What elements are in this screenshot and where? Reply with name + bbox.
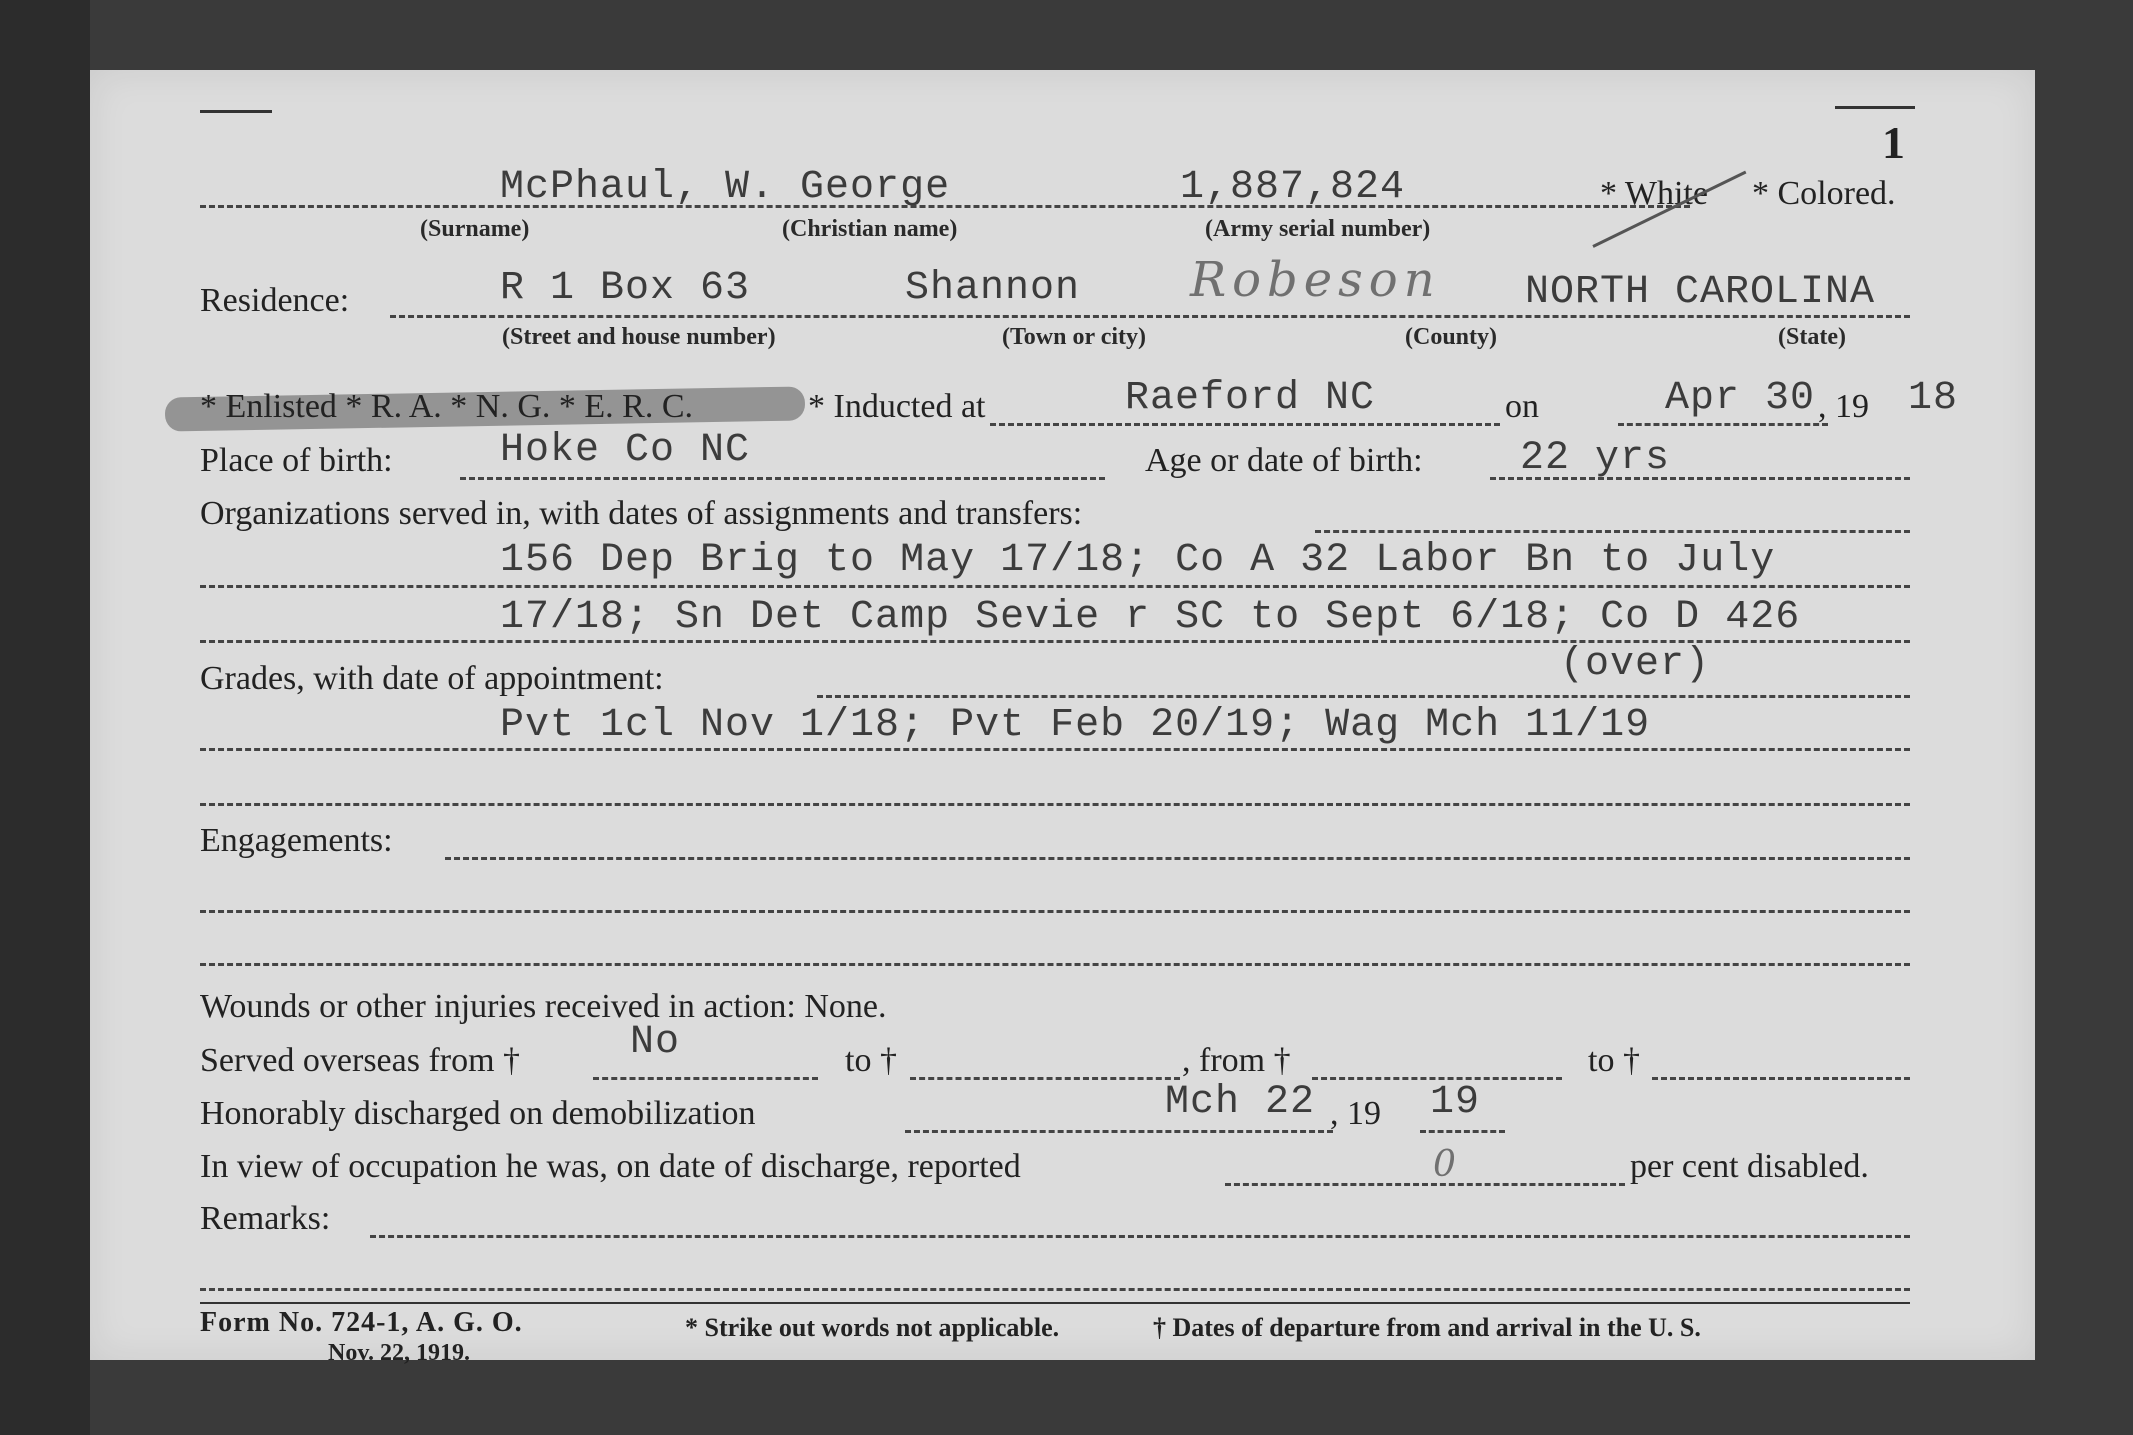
over-note: (over): [1560, 642, 1711, 687]
christian-name-caption: (Christian name): [782, 216, 958, 242]
induction-date-line: [1618, 423, 1828, 426]
induction-date: Apr 30: [1665, 376, 1816, 421]
header-line: [200, 205, 1690, 208]
disability-suffix: per cent disabled.: [1630, 1148, 1869, 1185]
form-date: Nov. 22, 1919.: [328, 1340, 471, 1366]
age-line: [1490, 477, 1910, 480]
age-value: 22 yrs: [1520, 436, 1671, 481]
discharge-year-prefix: , 19: [1330, 1095, 1381, 1132]
engagements-line-1: [445, 857, 1910, 860]
remarks-line-1: [370, 1235, 1910, 1238]
grades-label-line: [817, 695, 1910, 698]
organizations-label: Organizations served in, with dates of assignments and transfers:: [200, 495, 1083, 532]
organizations-rule-1: [200, 585, 1910, 588]
birth-place-line: [460, 477, 1105, 480]
overseas-label: Served overseas from †: [200, 1042, 521, 1079]
organizations-line-1: 156 Dep Brig to May 17/18; Co A 32 Labor Bn to July: [500, 538, 1776, 583]
white-label: * White: [1600, 175, 1708, 212]
grades-rule-1: [200, 748, 1910, 751]
grades-line-1: Pvt 1cl Nov 1/18; Pvt Feb 20/19; Wag Mch 11/19: [500, 703, 1651, 748]
engagements-label: Engagements:: [200, 822, 393, 859]
serial-number: 1,887,824: [1180, 165, 1406, 210]
birth-place: Hoke Co NC: [500, 428, 751, 473]
birth-place-label: Place of birth:: [200, 442, 393, 479]
organizations-line-2: 17/18; Sn Det Camp Sevie r SC to Sept 6/18; Co D 426: [500, 595, 1801, 640]
footer-note-dates: † Dates of departure from and arrival in the U. S.: [1153, 1313, 1701, 1342]
overseas-from-line: [593, 1077, 818, 1080]
inducted-line: [990, 423, 1500, 426]
engagements-line-2: [200, 910, 1910, 913]
discharge-label: Honorably discharged on demobilization: [200, 1095, 756, 1132]
top-right-rule: [1835, 106, 1915, 109]
residence-line: [390, 315, 1910, 318]
on-label: on: [1505, 388, 1539, 425]
overseas-to-label: to †: [845, 1042, 897, 1079]
enlistment-options: * Enlisted * R. A. * N. G. * E. R. C.: [200, 388, 694, 425]
disability-line: [1225, 1183, 1625, 1186]
colored-label: * Colored.: [1752, 175, 1896, 212]
town-caption: (Town or city): [1002, 324, 1146, 350]
discharge-date-line: [905, 1130, 1333, 1133]
discharge-year-line: [1420, 1130, 1505, 1133]
overseas-value: No: [630, 1020, 681, 1065]
residence-county: Robeson: [1190, 252, 1441, 308]
inducted-label: * Inducted at: [808, 388, 986, 425]
discharge-year: 19: [1430, 1080, 1481, 1125]
state-caption: (State): [1778, 324, 1846, 350]
footer-note-strike: * Strike out words not applicable.: [685, 1313, 1060, 1342]
induction-year: 18: [1908, 376, 1959, 421]
serial-caption: (Army serial number): [1205, 216, 1431, 242]
residence-town: Shannon: [905, 266, 1081, 311]
grades-rule-2: [200, 803, 1910, 806]
inducted-place: Raeford NC: [1125, 376, 1376, 421]
street-caption: (Street and house number): [502, 324, 776, 350]
overseas-from2-label: , from †: [1182, 1042, 1291, 1079]
year-prefix: , 19: [1818, 388, 1869, 425]
remarks-label: Remarks:: [200, 1200, 331, 1237]
age-label: Age or date of birth:: [1145, 442, 1423, 479]
overseas-to2-line: [1652, 1077, 1910, 1080]
form-number: Form No. 724-1, A. G. O.: [200, 1307, 523, 1338]
overseas-to-line: [910, 1077, 1180, 1080]
overseas-to2-label: to †: [1588, 1042, 1640, 1079]
footer-rule: [200, 1302, 1910, 1304]
wounds-text: Wounds or other injuries received in action: None.: [200, 988, 887, 1025]
engagements-line-3: [200, 963, 1910, 966]
service-record-card: [90, 70, 2035, 1366]
remarks-line-2: [200, 1288, 1910, 1291]
soldier-name: McPhaul, W. George: [500, 165, 951, 210]
organizations-label-line: [1315, 530, 1910, 533]
discharge-date: Mch 22: [1165, 1080, 1316, 1125]
top-left-rule: [200, 110, 272, 113]
county-caption: (County): [1405, 324, 1498, 350]
residence-street: R 1 Box 63: [500, 266, 751, 311]
residence-state: NORTH CAROLINA: [1525, 270, 1876, 315]
disability-value: 0: [1433, 1144, 1462, 1185]
residence-label: Residence:: [200, 282, 350, 319]
disability-label: In view of occupation he was, on date of discharge, reported: [200, 1148, 1021, 1185]
grades-label: Grades, with date of appointment:: [200, 660, 664, 697]
background-edge: [0, 0, 90, 1435]
surname-caption: (Surname): [420, 216, 530, 242]
card-number: 1: [1882, 117, 1905, 168]
